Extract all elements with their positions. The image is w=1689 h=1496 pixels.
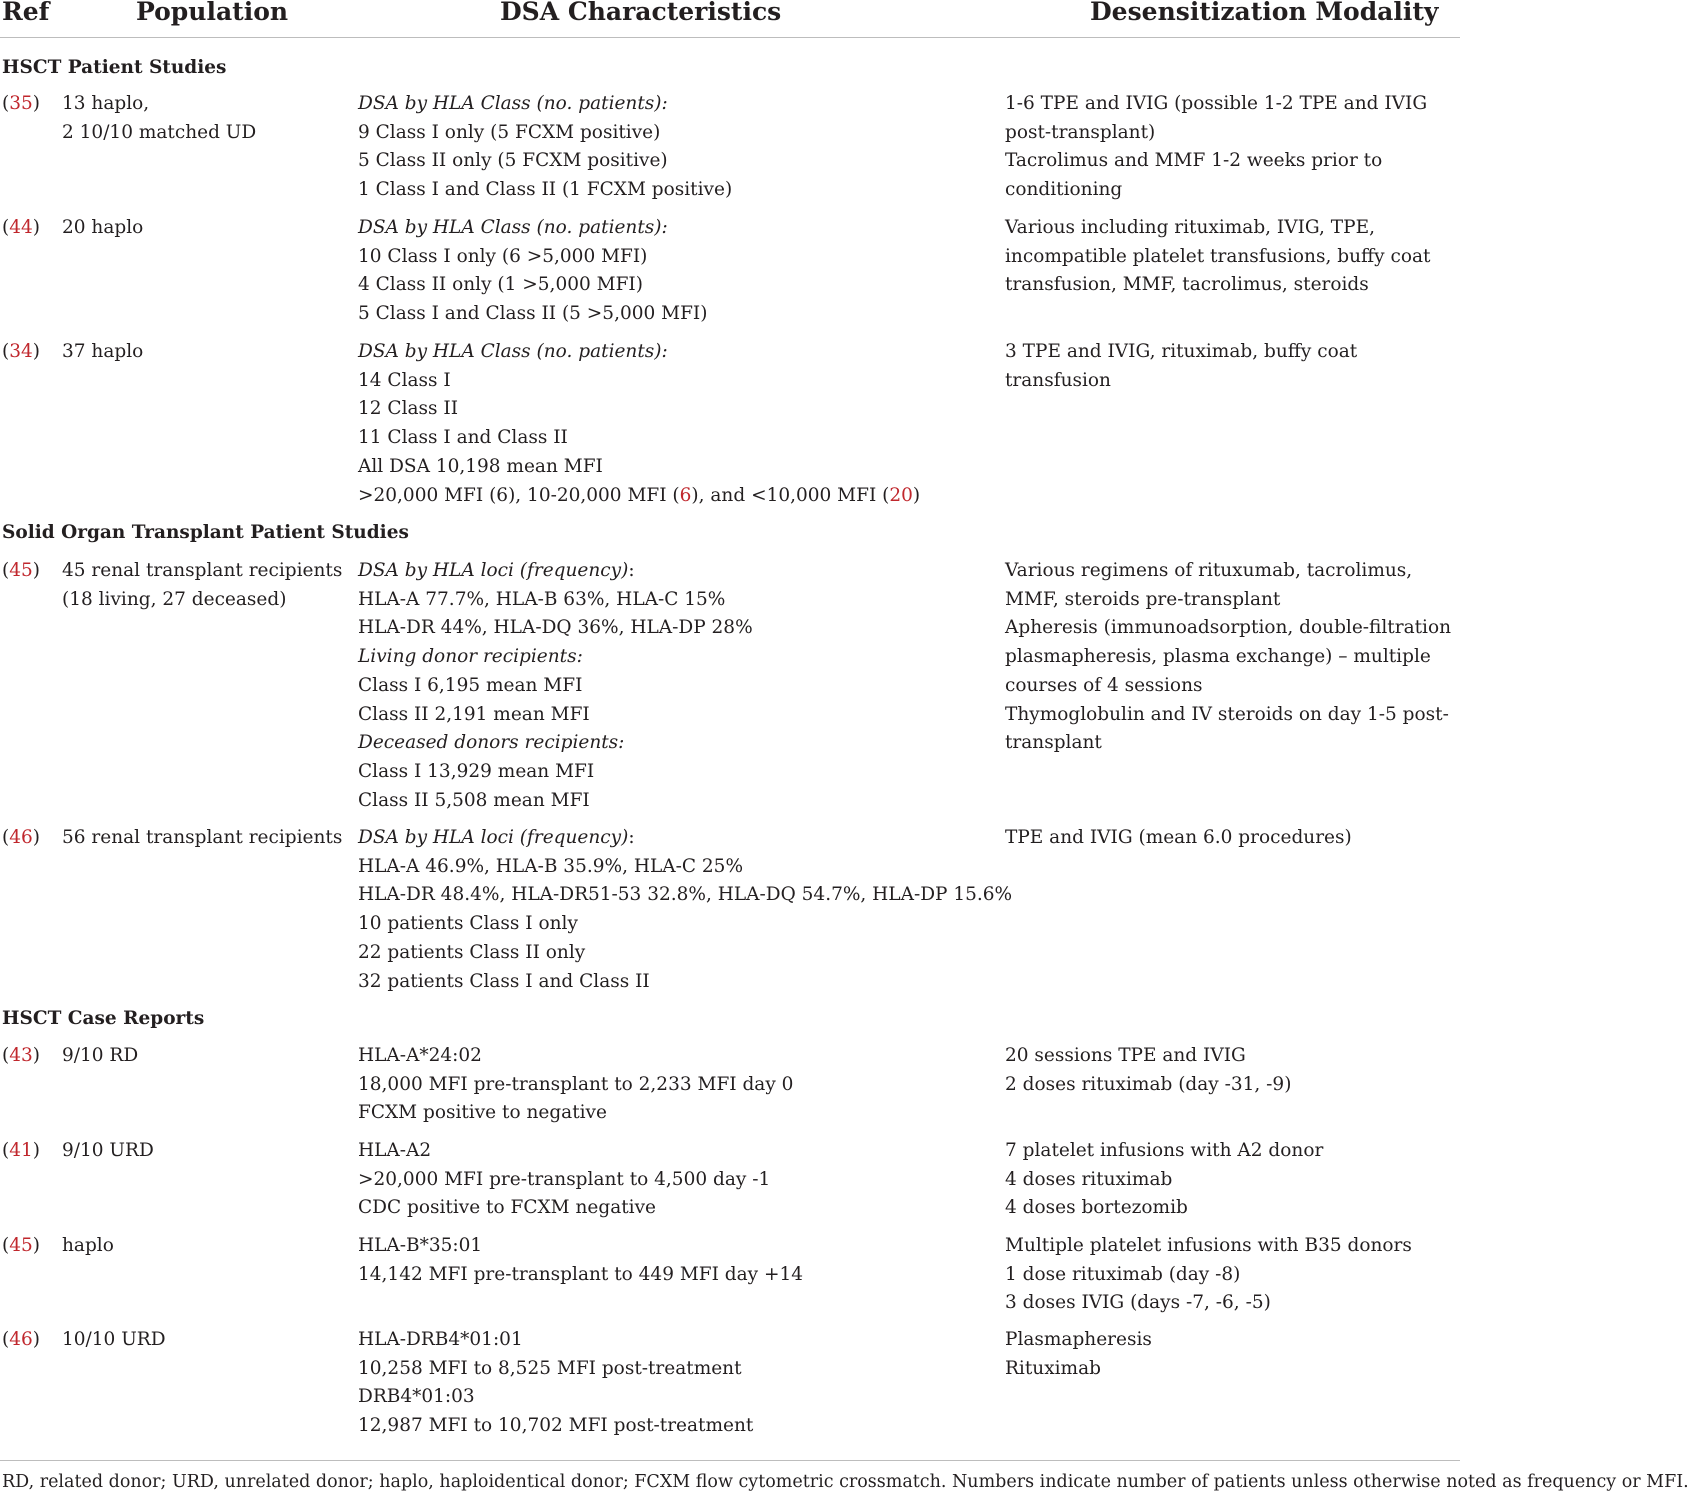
ref-cell [2,214,40,243]
population-line: 10/10 URD [62,1329,166,1350]
modality-line: 4 doses bortezomib [1005,1197,1188,1219]
dsa-text: 10 Class I only (6 >5,000 MFI) [358,245,648,267]
section-title: HSCT Case Reports [2,1008,205,1029]
dsa-line [358,1261,998,1290]
dsa-line [358,1042,998,1071]
dsa-line [358,424,998,453]
modality-line: TPE and IVIG (mean 6.0 procedures) [1005,827,1352,848]
ref-cell [2,557,40,586]
ref-citation: (46) [2,1329,40,1350]
header-desensitization-modality: Desensitization Modality [1090,0,1439,26]
modality-line: 2 doses rituximab (day -31, -9) [1005,1073,1292,1095]
table-footnote: RD, related donor; URD, unrelated donor; haplo, haploidentical donor; FCXM flow cytometric crossmatch. Numbers indicate number of patients unless otherwise noted as frequency or MFI. [2,1472,1689,1492]
dsa-line [358,557,998,586]
section-title: Solid Organ Transplant Patient Studies [2,522,409,543]
dsa-text: 22 patients Class II only [358,941,586,963]
dsa-cell [358,338,998,510]
ref-link[interactable]: 46 [9,1329,33,1350]
dsa-line [358,243,998,272]
dsa-text: 12,987 MFI to 10,702 MFI post-treatment [358,1415,754,1437]
ref-cell [2,824,40,853]
modality-line: Plasmapheresis [1005,1329,1152,1350]
dsa-line [358,701,998,730]
dsa-suffix: : [628,560,635,581]
modality-line: 1 dose rituximab (day -8) [1005,1263,1241,1285]
ref-link[interactable]: 45 [9,560,33,581]
population-cell [62,824,352,853]
dsa-line [358,338,998,367]
dsa-text: DSA by HLA Class (no. patients): [358,93,668,114]
modality-line: 3 TPE and IVIG, rituximab, buffy coat transfusion [1005,341,1358,391]
dsa-line [358,939,998,968]
dsa-line [358,1137,998,1166]
dsa-line [358,586,998,615]
modality-line: 4 doses rituximab [1005,1168,1173,1190]
dsa-text: DSA by HLA Class (no. patients): [358,217,668,238]
dsa-text: ) [912,484,921,506]
population-line: haplo [62,1235,114,1256]
dsa-text: FCXM positive to negative [358,1102,607,1124]
ref-citation: (41) [2,1140,40,1161]
modality-line: Various regimens of rituxumab, tacrolimus, MMF, steroids pre-transplant [1005,560,1413,610]
dsa-text: HLA-B*35:01 [358,1235,483,1256]
dsa-line [358,90,998,119]
dsa-text: 32 patients Class I and Class II [358,970,650,992]
dsa-line [358,147,998,176]
dsa-line [358,672,998,701]
dsa-line [358,119,998,148]
header-dsa-characteristics: DSA Characteristics [500,0,782,26]
dsa-cell [358,214,998,329]
ref-citation: (34) [2,341,40,362]
ref-link[interactable]: 44 [9,217,33,238]
dsa-text: Deceased donors recipients: [358,732,625,754]
modality-line: 3 doses IVIG (days -7, -6, -5) [1005,1292,1271,1314]
dsa-text: Class I 13,929 mean MFI [358,760,595,782]
dsa-cell [358,557,998,815]
dsa-line [358,271,998,300]
dsa-line [358,729,998,758]
ref-citation: (46) [2,827,40,848]
dsa-line [358,300,998,329]
dsa-text: DSA by HLA Class (no. patients): [358,341,668,362]
dsa-text: DRB4*01:03 [358,1386,475,1408]
dsa-text: 11 Class I and Class II [358,427,568,449]
dsa-line [358,853,998,882]
modality-cell [1005,1042,1460,1099]
dsa-cell [358,824,1013,996]
dsa-line [358,1412,998,1441]
population-line: 45 renal transplant recipients [62,560,343,581]
ref-cell [2,338,40,367]
dsa-line [358,910,998,939]
dsa-line [358,881,1013,910]
modality-cell [1005,557,1460,758]
dsa-text: HLA-A2 [358,1140,432,1161]
dsa-line [358,643,998,672]
dsa-line [358,1166,998,1195]
dsa-text: HLA-A 77.7%, HLA-B 63%, HLA-C 15% [358,588,726,610]
dsa-text: Living donor recipients: [358,646,583,668]
population-line: 9/10 RD [62,1045,139,1066]
bottom-rule [0,1460,1460,1461]
modality-cell [1005,338,1460,395]
population-line: 13 haplo, [62,93,150,114]
dsa-line [358,453,998,482]
modality-line: 7 platelet infusions with A2 donor [1005,1140,1324,1161]
dsa-text: DSA by HLA loci (frequency) [358,560,629,581]
dsa-text: HLA-DR 44%, HLA-DQ 36%, HLA-DP 28% [358,617,753,639]
dsa-line [358,1383,998,1412]
dsa-line [358,614,998,643]
modality-line: 1-6 TPE and IVIG (possible 1-2 TPE and IVIG post-transplant) [1005,93,1428,143]
modality-line: Tacrolimus and MMF 1-2 weeks prior to conditioning [1005,150,1383,201]
dsa-suffix: : [628,827,635,848]
dsa-text: 5 Class II only (5 FCXM positive) [358,150,668,172]
dsa-cell [358,1232,998,1289]
dsa-line [358,824,998,853]
ref-link[interactable]: 43 [9,1045,33,1066]
dsa-text: 4 Class II only (1 >5,000 MFI) [358,274,643,296]
modality-cell [1005,1326,1460,1383]
dsa-text: Class II 2,191 mean MFI [358,703,590,725]
population-line: 9/10 URD [62,1140,154,1161]
dsa-text: 10,258 MFI to 8,525 MFI post-treatment [358,1357,742,1379]
ref-cell [2,1042,40,1071]
header-rule [0,37,1460,38]
dsa-line [358,787,998,816]
modality-cell [1005,90,1460,205]
dsa-text: 9 Class I only (5 FCXM positive) [358,121,661,143]
dsa-text: All DSA 10,198 mean MFI [358,455,603,477]
dsa-text: 12 Class II [358,398,459,420]
dsa-line [358,1355,998,1384]
header-ref: Ref [2,0,50,26]
population-cell [62,557,352,614]
dsa-text: 18,000 MFI pre-transplant to 2,233 MFI day 0 [358,1073,794,1095]
ref-link[interactable]: 35 [9,93,33,114]
population-cell [62,1137,352,1166]
ref-cell [2,1232,40,1261]
ref-citation: (45) [2,1235,40,1256]
dsa-line [358,968,998,997]
dsa-line [358,395,998,424]
population-line: 56 renal transplant recipients [62,827,343,848]
population-line: 2 10/10 matched UD [62,121,257,143]
dsa-text: Class II 5,508 mean MFI [358,789,590,811]
modality-cell [1005,1232,1460,1318]
dsa-text: 1 Class I and Class II (1 FCXM positive) [358,179,733,201]
modality-line: Various including rituximab, IVIG, TPE, incompatible platelet transfusions, buffy coat transfusion, MMF, tacrolimus, steroids [1005,217,1431,296]
ref-cell [2,1326,40,1355]
modality-line: Multiple platelet infusions with B35 donors [1005,1235,1412,1256]
header-population: Population [136,0,289,26]
modality-cell [1005,1137,1460,1223]
dsa-cell [358,90,998,205]
dsa-text: HLA-DRB4*01:01 [358,1329,523,1350]
dsa-line [358,1194,998,1223]
ref-cell [2,1137,40,1166]
ref-cell [2,90,40,119]
dsa-cell [358,1137,998,1223]
population-line: (18 living, 27 deceased) [62,588,287,610]
dsa-text: 5 Class I and Class II (5 >5,000 MFI) [358,303,708,325]
modality-line: Thymoglobulin and IV steroids on day 1-5 post-transplant [1005,703,1449,754]
dsa-line [358,758,998,787]
dsa-line [358,1099,998,1128]
ref-link[interactable]: 45 [9,1235,33,1256]
dsa-text: HLA-DR 48.4%, HLA-DR51-53 32.8%, HLA-DQ 54.7%, HLA-DP 15.6% [358,884,1013,906]
dsa-text: HLA-A 46.9%, HLA-B 35.9%, HLA-C 25% [358,855,744,877]
dsa-cell [358,1042,998,1128]
dsa-text: HLA-A*24:02 [358,1045,482,1066]
section-title: HSCT Patient Studies [2,57,227,78]
population-cell [62,338,352,367]
ref-citation: (45) [2,560,40,581]
modality-cell [1005,214,1460,300]
population-cell [62,214,352,243]
dsa-line [358,176,998,205]
population-cell [62,90,352,147]
dsa-text: 14,142 MFI pre-transplant to 449 MFI day +14 [358,1263,804,1285]
dsa-line [358,214,998,243]
ref-link[interactable]: 6 [679,484,692,506]
dsa-text: >20,000 MFI pre-transplant to 4,500 day -1 [358,1168,771,1190]
ref-link[interactable]: 41 [9,1140,33,1161]
dsa-text: CDC positive to FCXM negative [358,1197,656,1219]
population-cell [62,1232,352,1261]
ref-link[interactable]: 34 [9,341,33,362]
population-cell [62,1326,352,1355]
dsa-line [358,367,998,396]
modality-line: Apheresis (immunoadsorption, double-filtration plasmapheresis, plasma exchange) – multiple courses of 4 sessions [1005,617,1452,696]
ref-link[interactable]: 20 [889,484,913,506]
dsa-text: Class I 6,195 mean MFI [358,674,583,696]
dsa-text: ), and <10,000 MFI ( [691,484,890,506]
dsa-text: 14 Class I [358,369,451,391]
population-line: 37 haplo [62,341,144,362]
dsa-line [358,1232,998,1261]
dsa-line [358,1326,998,1355]
dsa-text: 10 patients Class I only [358,913,578,935]
dsa-text: DSA by HLA loci (frequency) [358,827,629,848]
ref-citation: (43) [2,1045,40,1066]
dsa-line [358,482,998,511]
dsa-text: >20,000 MFI (6), 10-20,000 MFI ( [358,484,680,506]
ref-link[interactable]: 46 [9,827,33,848]
modality-line: 20 sessions TPE and IVIG [1005,1045,1246,1066]
population-cell [62,1042,352,1071]
dsa-cell [358,1326,998,1441]
modality-cell [1005,824,1460,853]
modality-line: Rituximab [1005,1357,1101,1379]
ref-citation: (35) [2,93,40,114]
dsa-line [358,1071,998,1100]
population-line: 20 haplo [62,217,144,238]
ref-citation: (44) [2,217,40,238]
